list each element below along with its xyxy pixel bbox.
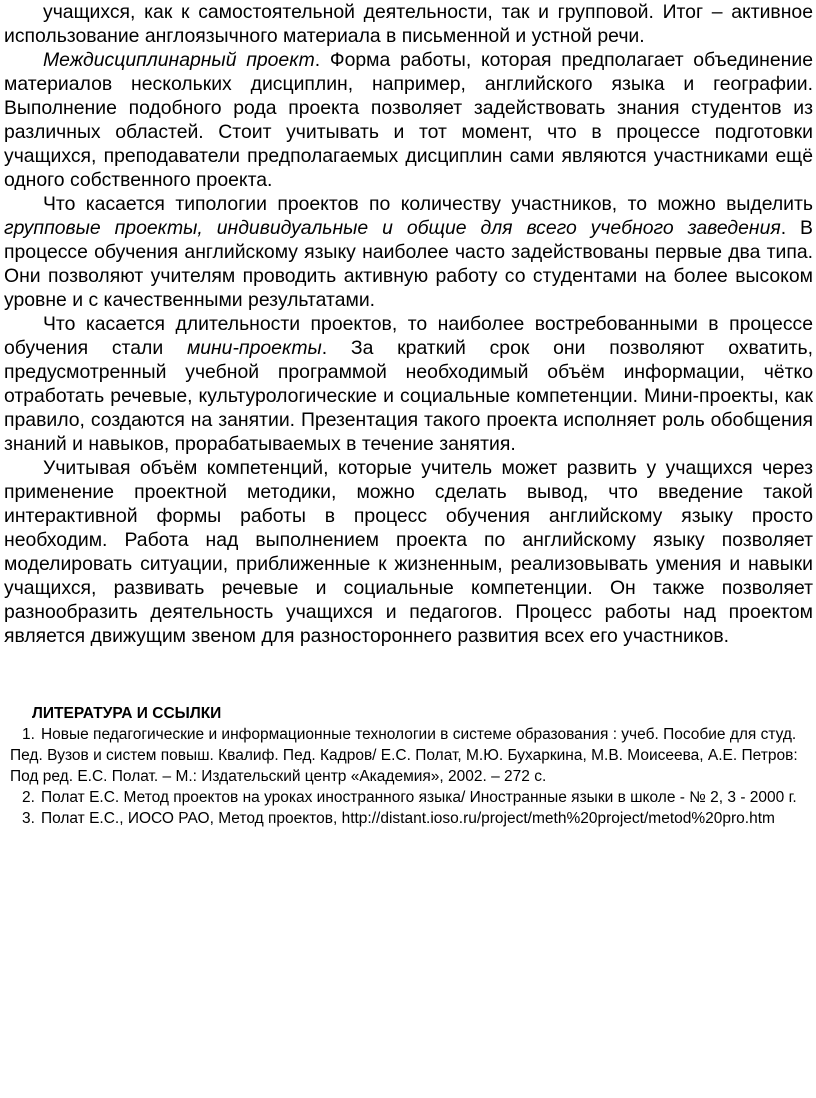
text-run: Что касается длительности проектов, то наиболее востребованными в процессе обучения стали — [4, 313, 813, 359]
reference-item — [10, 724, 814, 787]
reference-text: Новые педагогические и информационные технологии в системе образования : учеб. Пособие для студ. Пед. Вузов и систем повыш. Квалиф. Пед. Кадров/ Е.С. Полат, М.Ю. Бухаркина, М.В. Моисеева, А.Е. Петров: Под ред. Е.С. Полат. – М.: Издательский центр «Академия», 2002. – 272 с. — [10, 726, 798, 785]
reference-item — [10, 787, 814, 808]
references-list — [10, 724, 814, 829]
references-heading: ЛИТЕРАТУРА И ССЫЛКИ — [32, 705, 222, 722]
reference-number: 1. — [22, 726, 35, 743]
italic-term: Междисциплинарный проект — [43, 49, 315, 71]
references-section — [10, 703, 814, 829]
text-run: Учитывая объём компетенций, которые учитель может развить у учащихся через применение проектной методики, можно сделать вывод, что введение такой интерактивной формы работы в процесс обучения английскому языку просто необходим. Работа над выполнением проекта по английскому языку позволяет моделировать ситуации, приближенные к жизненным, реализовывать умения и навыки учащихся, развивать речевые и социальные компетенции. Он также позволяет разнообразить деятельность учащихся и педагогов. Процесс работы над проектом является движущим звеном для разностороннего развития всех его участников. — [4, 457, 813, 647]
text-run: . В процессе обучения английскому языку наиболее часто задействованы первые два типа. Они позволяют учителям проводить активную работу со студентами на более высоком уровне и с качественными результатами. — [4, 217, 813, 311]
reference-item — [10, 808, 814, 829]
italic-term: мини-проекты — [186, 337, 322, 359]
paragraph — [4, 456, 813, 648]
paragraph — [4, 48, 813, 192]
text-run: учащихся, как к самостоятельной деятельности, так и групповой. Итог – активное использование англоязычного материала в письменной и устной речи. — [4, 1, 813, 47]
text-run: . Форма работы, которая предполагает объединение материалов нескольких дисциплин, например, английского языка и географии. Выполнение подобного рода проекта позволяет задействовать знания студентов из различных областей. Стоит учитывать и тот момент, что в процессе подготовки учащихся, преподаватели предполагаемых дисциплин сами являются участниками ещё одного собственного проекта. — [4, 49, 813, 191]
paragraph — [4, 0, 813, 48]
reference-number: 2. — [22, 789, 35, 806]
paragraph — [4, 312, 813, 456]
reference-text: Полат Е.С. Метод проектов на уроках иностранного языка/ Иностранные языки в школе - № 2, 3 - 2000 г. — [40, 789, 797, 806]
italic-term: групповые проекты, индивидуальные и общие для всего учебного заведения — [4, 217, 781, 239]
text-run: Что касается типологии проектов по количеству участников, то можно выделить — [43, 193, 813, 215]
paragraph — [4, 192, 813, 312]
text-run: . За краткий срок они позволяют охватить, предусмотренный учебной программой необходимый объём информации, чётко отработать речевые, культурологические и социальные компетенции. Мини-проекты, как правило, создаются на занятии. Презентация такого проекта исполняет роль обобщения знаний и навыков, прорабатываемых в течение занятия. — [4, 337, 813, 455]
reference-number: 3. — [22, 810, 35, 827]
reference-text: Полат Е.С., ИОСО РАО, Метод проектов, http://distant.ioso.ru/project/meth%20project/metod%20pro.htm — [40, 810, 775, 827]
